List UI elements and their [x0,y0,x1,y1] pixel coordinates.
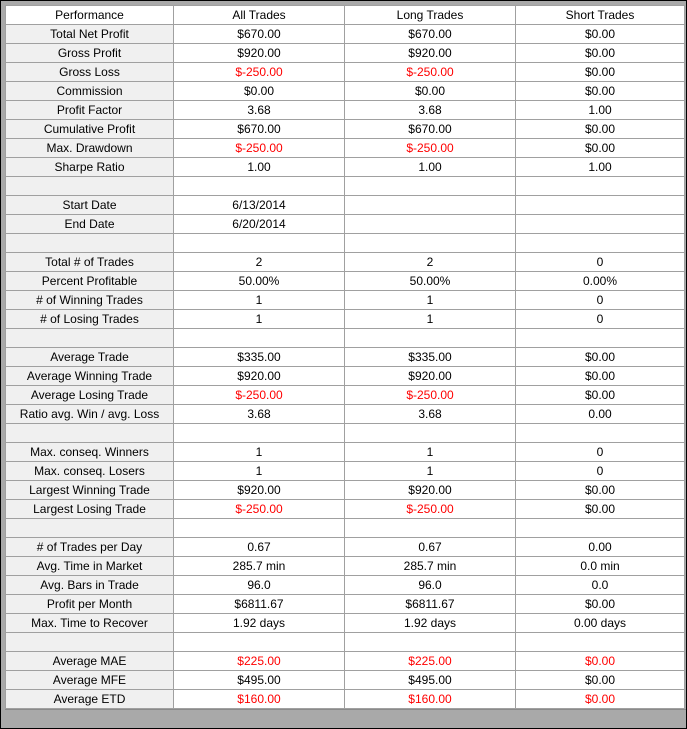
long-trades-cell[interactable] [345,519,516,538]
table-row[interactable] [6,158,685,177]
all-trades-cell[interactable]: 1 [174,291,345,310]
all-trades-cell[interactable]: $225.00 [174,652,345,671]
performance-grid [5,5,685,709]
all-trades-cell[interactable]: $495.00 [174,671,345,690]
short-trades-cell[interactable]: 0 [516,462,685,481]
metric-label-cell[interactable]: Total # of Trades [6,253,174,272]
metric-label-cell[interactable]: Avg. Time in Market [6,557,174,576]
table-row[interactable] [6,291,685,310]
short-trades-cell[interactable]: 0.00 [516,538,685,557]
long-trades-cell[interactable]: 2 [345,253,516,272]
table-row[interactable] [6,690,685,709]
metric-label-cell[interactable]: Average MAE [6,652,174,671]
all-trades-cell[interactable] [174,519,345,538]
all-trades-cell[interactable]: $920.00 [174,481,345,500]
table-row[interactable] [6,272,685,291]
table-row[interactable] [6,44,685,63]
all-trades-cell[interactable]: $670.00 [174,120,345,139]
all-trades-cell[interactable]: 1 [174,443,345,462]
metric-label-cell[interactable]: Cumulative Profit [6,120,174,139]
metric-label-cell[interactable]: Profit Factor [6,101,174,120]
short-trades-cell[interactable]: 0 [516,443,685,462]
short-trades-cell[interactable] [516,234,685,253]
long-trades-cell[interactable]: $920.00 [345,367,516,386]
short-trades-cell[interactable]: $0.00 [516,481,685,500]
table-row[interactable] [6,405,685,424]
short-trades-cell[interactable]: 0.00 days [516,614,685,633]
short-trades-cell[interactable]: $0.00 [516,82,685,101]
table-row[interactable] [6,481,685,500]
table-row[interactable] [6,177,685,196]
metric-label-cell[interactable] [6,177,174,196]
short-trades-cell[interactable]: 1.00 [516,158,685,177]
table-row[interactable] [6,671,685,690]
all-trades-cell[interactable]: $6811.67 [174,595,345,614]
table-row[interactable] [6,310,685,329]
short-trades-cell[interactable]: 0.0 min [516,557,685,576]
metric-label-cell[interactable]: Gross Loss [6,63,174,82]
header-row [6,6,685,25]
all-trades-cell[interactable]: $670.00 [174,25,345,44]
metric-label-cell[interactable]: End Date [6,215,174,234]
long-trades-cell[interactable]: $-250.00 [345,386,516,405]
long-trades-cell[interactable]: 0.67 [345,538,516,557]
table-row[interactable] [6,253,685,272]
short-trades-cell[interactable]: $0.00 [516,139,685,158]
long-trades-cell[interactable]: 1 [345,443,516,462]
table-row[interactable] [6,120,685,139]
short-trades-cell[interactable]: 0.00 [516,405,685,424]
long-trades-cell[interactable]: $335.00 [345,348,516,367]
all-trades-cell[interactable]: $160.00 [174,690,345,709]
table-row[interactable] [6,215,685,234]
column-header-short-trades[interactable]: Short Trades [516,6,685,25]
all-trades-cell[interactable]: $0.00 [174,82,345,101]
short-trades-cell[interactable]: $0.00 [516,63,685,82]
long-trades-cell[interactable]: 96.0 [345,576,516,595]
table-row[interactable] [6,348,685,367]
grid-body [6,25,685,709]
metric-label-cell[interactable]: Average ETD [6,690,174,709]
all-trades-cell[interactable]: 1 [174,462,345,481]
metric-label-cell[interactable]: Average Winning Trade [6,367,174,386]
metric-label-cell[interactable]: Start Date [6,196,174,215]
long-trades-cell[interactable]: $670.00 [345,120,516,139]
short-trades-cell[interactable] [516,196,685,215]
metric-label-cell[interactable]: Avg. Bars in Trade [6,576,174,595]
long-trades-cell[interactable] [345,633,516,652]
metric-label-cell[interactable]: Max. Time to Recover [6,614,174,633]
short-trades-cell[interactable]: $0.00 [516,671,685,690]
table-row[interactable] [6,424,685,443]
all-trades-cell[interactable]: 1.92 days [174,614,345,633]
all-trades-cell[interactable]: 3.68 [174,405,345,424]
metric-label-cell[interactable]: Sharpe Ratio [6,158,174,177]
column-header-performance[interactable]: Performance [6,6,174,25]
long-trades-cell[interactable]: 1.92 days [345,614,516,633]
table-row[interactable] [6,462,685,481]
table-row[interactable] [6,367,685,386]
short-trades-cell[interactable] [516,633,685,652]
short-trades-cell[interactable]: $0.00 [516,652,685,671]
metric-label-cell[interactable]: # of Losing Trades [6,310,174,329]
table-row[interactable] [6,234,685,253]
metric-label-cell[interactable] [6,424,174,443]
table-row[interactable] [6,500,685,519]
all-trades-cell[interactable]: 285.7 min [174,557,345,576]
long-trades-cell[interactable]: $495.00 [345,671,516,690]
table-row[interactable] [6,614,685,633]
table-row[interactable] [6,557,685,576]
long-trades-cell[interactable]: 1 [345,310,516,329]
long-trades-cell[interactable]: $-250.00 [345,139,516,158]
metric-label-cell[interactable]: # of Winning Trades [6,291,174,310]
all-trades-cell[interactable]: 50.00% [174,272,345,291]
all-trades-cell[interactable]: $335.00 [174,348,345,367]
metric-label-cell[interactable]: Max. conseq. Losers [6,462,174,481]
metric-label-cell[interactable]: Max. Drawdown [6,139,174,158]
long-trades-cell[interactable]: 1 [345,291,516,310]
metric-label-cell[interactable]: # of Trades per Day [6,538,174,557]
long-trades-cell[interactable]: $670.00 [345,25,516,44]
metric-label-cell[interactable]: Largest Winning Trade [6,481,174,500]
long-trades-cell[interactable]: 3.68 [345,405,516,424]
short-trades-cell[interactable]: $0.00 [516,348,685,367]
metric-label-cell[interactable]: Gross Profit [6,44,174,63]
all-trades-cell[interactable]: $-250.00 [174,500,345,519]
table-row[interactable] [6,196,685,215]
short-trades-cell[interactable] [516,424,685,443]
long-trades-cell[interactable]: $920.00 [345,44,516,63]
all-trades-cell[interactable]: $920.00 [174,44,345,63]
long-trades-cell[interactable]: 1 [345,462,516,481]
metric-label-cell[interactable]: Largest Losing Trade [6,500,174,519]
long-trades-cell[interactable] [345,424,516,443]
table-row[interactable] [6,82,685,101]
table-row[interactable] [6,595,685,614]
all-trades-cell[interactable]: 3.68 [174,101,345,120]
short-trades-cell[interactable] [516,329,685,348]
all-trades-cell[interactable]: $920.00 [174,367,345,386]
all-trades-cell[interactable] [174,424,345,443]
metric-label-cell[interactable] [6,519,174,538]
metric-label-cell[interactable] [6,329,174,348]
grid-footer [5,709,686,729]
table-row[interactable] [6,386,685,405]
long-trades-cell[interactable]: $0.00 [345,82,516,101]
short-trades-cell[interactable]: 0 [516,253,685,272]
short-trades-cell[interactable]: $0.00 [516,386,685,405]
metric-label-cell[interactable]: Ratio avg. Win / avg. Loss [6,405,174,424]
short-trades-cell[interactable] [516,519,685,538]
metric-label-cell[interactable]: Average MFE [6,671,174,690]
long-trades-cell[interactable]: $6811.67 [345,595,516,614]
long-trades-cell[interactable]: $-250.00 [345,500,516,519]
table-row[interactable] [6,329,685,348]
long-trades-cell[interactable] [345,177,516,196]
all-trades-cell[interactable]: 6/20/2014 [174,215,345,234]
long-trades-cell[interactable] [345,329,516,348]
column-header-all-trades[interactable]: All Trades [174,6,345,25]
metric-label-cell[interactable] [6,234,174,253]
all-trades-cell[interactable] [174,234,345,253]
short-trades-cell[interactable]: 0 [516,310,685,329]
long-trades-cell[interactable]: $-250.00 [345,63,516,82]
long-trades-cell[interactable] [345,215,516,234]
short-trades-cell[interactable]: $0.00 [516,25,685,44]
metric-label-cell[interactable]: Average Losing Trade [6,386,174,405]
metric-label-cell[interactable]: Percent Profitable [6,272,174,291]
metric-label-cell[interactable]: Average Trade [6,348,174,367]
metric-label-cell[interactable]: Total Net Profit [6,25,174,44]
all-trades-cell[interactable] [174,329,345,348]
all-trades-cell[interactable]: $-250.00 [174,139,345,158]
short-trades-cell[interactable]: $0.00 [516,120,685,139]
table-row[interactable] [6,538,685,557]
table-row[interactable] [6,25,685,44]
short-trades-cell[interactable]: $0.00 [516,367,685,386]
all-trades-cell[interactable]: 1.00 [174,158,345,177]
table-row[interactable] [6,139,685,158]
all-trades-cell[interactable] [174,633,345,652]
all-trades-cell[interactable]: $-250.00 [174,386,345,405]
short-trades-cell[interactable]: $0.00 [516,44,685,63]
table-row[interactable] [6,576,685,595]
short-trades-cell[interactable]: $0.00 [516,500,685,519]
all-trades-cell[interactable]: 96.0 [174,576,345,595]
all-trades-cell[interactable] [174,177,345,196]
short-trades-cell[interactable]: $0.00 [516,595,685,614]
long-trades-cell[interactable]: $920.00 [345,481,516,500]
long-trades-cell[interactable]: 50.00% [345,272,516,291]
table-row[interactable] [6,101,685,120]
table-row[interactable] [6,63,685,82]
table-row[interactable] [6,443,685,462]
short-trades-cell[interactable] [516,177,685,196]
short-trades-cell[interactable]: 0.0 [516,576,685,595]
metric-label-cell[interactable] [6,633,174,652]
all-trades-cell[interactable]: 6/13/2014 [174,196,345,215]
long-trades-cell[interactable]: $225.00 [345,652,516,671]
all-trades-cell[interactable]: $-250.00 [174,63,345,82]
long-trades-cell[interactable]: 3.68 [345,101,516,120]
short-trades-cell[interactable]: 1.00 [516,101,685,120]
long-trades-cell[interactable] [345,196,516,215]
short-trades-cell[interactable] [516,215,685,234]
all-trades-cell[interactable]: 1 [174,310,345,329]
metric-label-cell[interactable]: Commission [6,82,174,101]
long-trades-cell[interactable]: 285.7 min [345,557,516,576]
short-trades-cell[interactable]: $0.00 [516,690,685,709]
all-trades-cell[interactable]: 2 [174,253,345,272]
metric-label-cell[interactable]: Profit per Month [6,595,174,614]
table-row[interactable] [6,519,685,538]
short-trades-cell[interactable]: 0 [516,291,685,310]
metric-label-cell[interactable]: Max. conseq. Winners [6,443,174,462]
long-trades-cell[interactable]: $160.00 [345,690,516,709]
long-trades-cell[interactable] [345,234,516,253]
table-row[interactable] [6,633,685,652]
column-header-long-trades[interactable]: Long Trades [345,6,516,25]
short-trades-cell[interactable]: 0.00% [516,272,685,291]
long-trades-cell[interactable]: 1.00 [345,158,516,177]
all-trades-cell[interactable]: 0.67 [174,538,345,557]
table-row[interactable] [6,652,685,671]
